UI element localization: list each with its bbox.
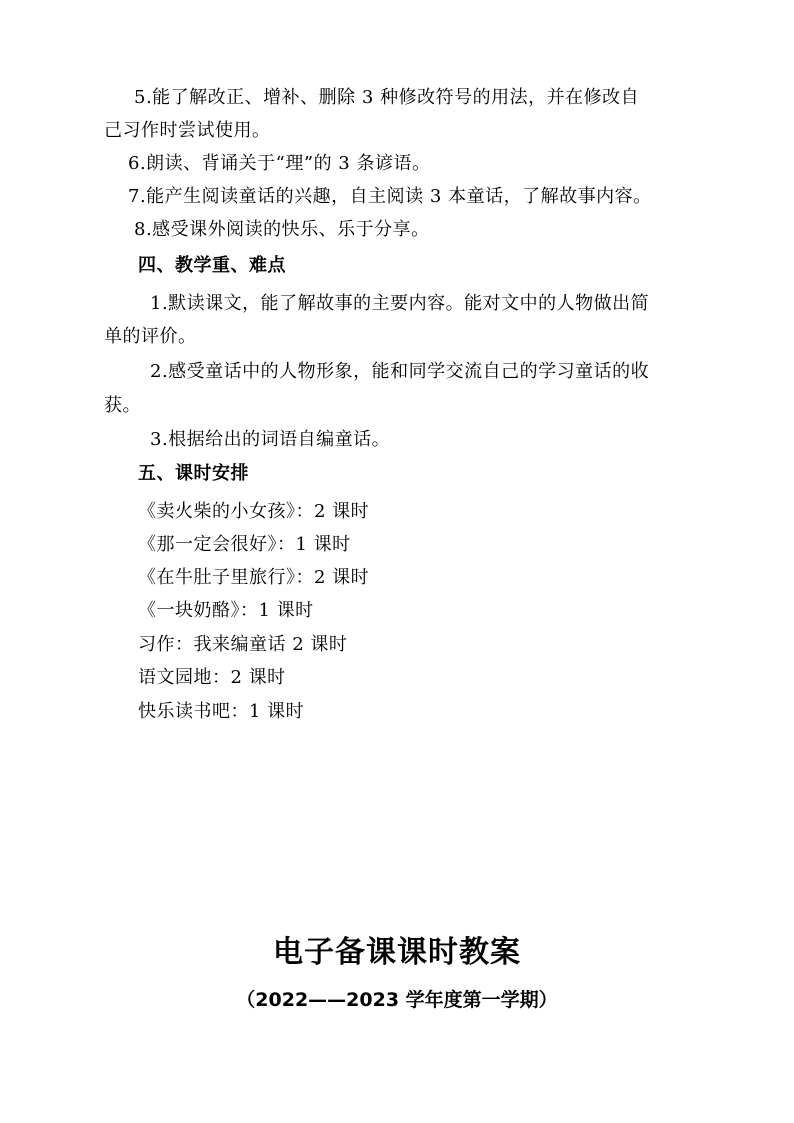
key-point-2-line-1: 2.感受童话中的人物形象，能和同学交流自己的学习童话的收 <box>150 361 650 382</box>
objective-8: 8.感受课外阅读的快乐、乐于分享。 <box>134 219 430 240</box>
objective-7: 7.能产生阅读童话的兴趣，自主阅读 3 本童话，了解故事内容。 <box>128 186 652 207</box>
school-year-subtitle: （2022——2023 学年度第一学期） <box>236 989 558 1011</box>
lesson-plan-title: 电子备课课时教案 <box>273 935 521 970</box>
objective-6: 6.朗读、背诵关于“理”的 3 条谚语。 <box>128 153 431 174</box>
key-point-1-line-1: 1.默读课文，能了解故事的主要内容。能对文中的人物做出简 <box>150 293 650 314</box>
objective-5-line-1: 5.能了解改正、增补、删除 3 种修改符号的用法，并在修改自 <box>134 87 640 108</box>
schedule-item: 语文园地：2 课时 <box>138 667 286 688</box>
schedule-item: 《在牛肚子里旅行》：2 课时 <box>138 567 370 588</box>
schedule-item: 《那一定会很好》：1 课时 <box>138 534 351 555</box>
schedule-item: 《卖火柴的小女孩》：2 课时 <box>138 501 370 522</box>
key-point-3: 3.根据给出的词语自编童话。 <box>150 429 391 450</box>
key-point-2-line-2: 获。 <box>104 395 141 416</box>
key-point-1-line-2: 单的评价。 <box>104 326 197 347</box>
schedule-item: 《一块奶酪》：1 课时 <box>138 600 314 621</box>
section-four-heading: 四、教学重、难点 <box>138 255 286 276</box>
section-five-heading: 五、课时安排 <box>138 463 249 484</box>
objective-5-line-2: 己习作时尝试使用。 <box>104 120 271 141</box>
schedule-item: 快乐读书吧：1 课时 <box>138 701 305 722</box>
schedule-item: 习作：我来编童话 2 课时 <box>138 634 348 655</box>
